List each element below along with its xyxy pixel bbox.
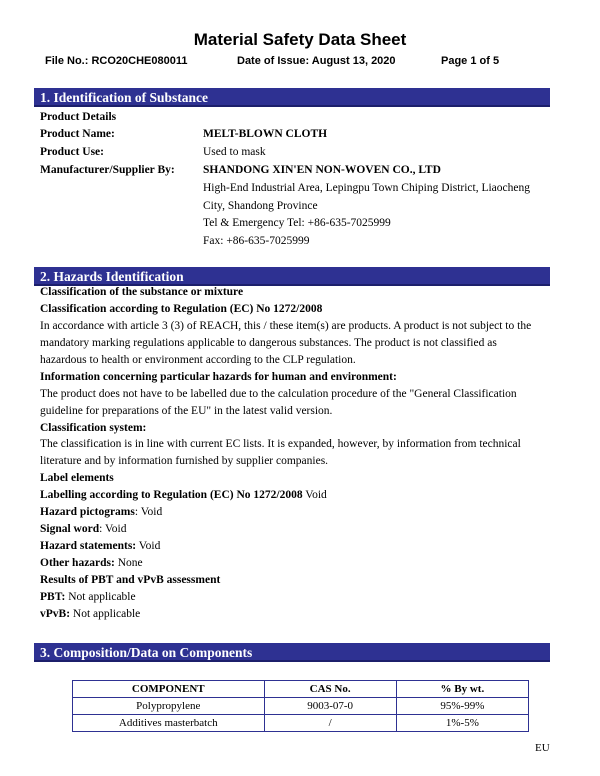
hazard-statements-line (40, 539, 160, 554)
other-hazards-label: Other hazards: (40, 557, 115, 569)
vpvb-value: Not applicable (70, 608, 141, 620)
table-header-row (73, 681, 529, 698)
other-hazards-line (40, 556, 143, 571)
pictograms-label: Hazard pictograms (40, 506, 135, 518)
table-cell: Polypropylene (73, 698, 265, 715)
paragraph-line: literature and by information furnished by supplier companies. (40, 455, 329, 467)
issue-date: Date of Issue: August 13, 2020 (237, 55, 396, 67)
column-header: % By wt. (396, 681, 528, 698)
labelling-line (40, 488, 327, 503)
table-cell: 95%-99% (396, 698, 528, 715)
classification-system-heading: Classification system: (40, 422, 147, 434)
section-3-header: 3. Composition/Data on Components (34, 643, 550, 662)
table-cell: 1%-5% (396, 715, 528, 732)
supplier-tel: Tel & Emergency Tel: +86-635-7025999 (203, 217, 391, 229)
supplier-address-line-2: City, Shandong Province (203, 200, 318, 212)
hazard-statements-label: Hazard statements: (40, 540, 137, 552)
paragraph-line: guideline for preparations of the EU" in the latest valid version. (40, 405, 333, 417)
table-cell: / (264, 715, 396, 732)
product-use-label: Product Use: (40, 146, 104, 158)
paragraph-line: hazardous to health or environment according to the CLP regulation. (40, 354, 356, 366)
vpvb-line (40, 607, 140, 622)
table-row (73, 698, 529, 715)
product-use-value: Used to mask (203, 146, 266, 158)
pbt-heading: Results of PBT and vPvB assessment (40, 574, 221, 586)
pictograms-value: : Void (134, 506, 163, 518)
classification-regulation: Classification according to Regulation (EC) No 1272/2008 (40, 303, 323, 315)
column-header: COMPONENT (73, 681, 265, 698)
labelling-label: Labelling according to Regulation (EC) No 1272/2008 (40, 489, 303, 501)
pbt-label: PBT: (40, 591, 66, 603)
table-cell: 9003-07-0 (264, 698, 396, 715)
page-number: Page 1 of 5 (441, 55, 500, 67)
paragraph-line: The product does not have to be labelled due to the calculation procedure of the "General Classification (40, 388, 517, 400)
table-cell: Additives masterbatch (73, 715, 265, 732)
labelling-value: Void (302, 489, 327, 501)
classification-heading: Classification of the substance or mixture (40, 286, 244, 298)
hazard-statements-value: Void (136, 540, 161, 552)
section-1-header: 1. Identification of Substance (34, 88, 550, 107)
signal-word-line (40, 522, 127, 537)
supplier-address-line-1: High-End Industrial Area, Lepingpu Town Chiping District, Liaocheng (203, 182, 530, 194)
column-header: CAS No. (264, 681, 396, 698)
vpvb-label: vPvB: (40, 608, 71, 620)
file-number: File No.: RCO20CHE080011 (45, 55, 188, 67)
footer-mark: EU (535, 742, 550, 754)
other-hazards-value: None (114, 557, 143, 569)
signal-word-label: Signal word (40, 523, 100, 535)
signal-word-value: : Void (99, 523, 127, 535)
paragraph-line: mandatory marking regulations applicable to dangerous substances. The product is not classified as (40, 337, 497, 349)
paragraph-line: The classification is in line with current EC lists. It is expanded, however, by information from technical (40, 438, 521, 450)
product-name-label: Product Name: (40, 128, 115, 140)
supplier-label: Manufacturer/Supplier By: (40, 164, 175, 176)
composition-table (72, 680, 529, 732)
paragraph-line: In accordance with article 3 (3) of REACH, this / these item(s) are products. A product is not subject to the (40, 320, 532, 332)
pbt-value: Not applicable (65, 591, 136, 603)
label-elements-heading: Label elements (40, 472, 114, 484)
section-2-header: 2. Hazards Identification (34, 267, 550, 286)
pbt-line (40, 590, 136, 605)
hazard-info-heading: Information concerning particular hazards for human and environment: (40, 371, 397, 383)
table-row (73, 715, 529, 732)
product-name-value: MELT-BLOWN CLOTH (203, 128, 328, 140)
pictograms-line (40, 505, 162, 520)
supplier-name: SHANDONG XIN'EN NON-WOVEN CO., LTD (203, 164, 441, 176)
document-title: Material Safety Data Sheet (193, 30, 407, 49)
supplier-fax: Fax: +86-635-7025999 (203, 235, 310, 247)
product-details-heading: Product Details (40, 111, 117, 123)
